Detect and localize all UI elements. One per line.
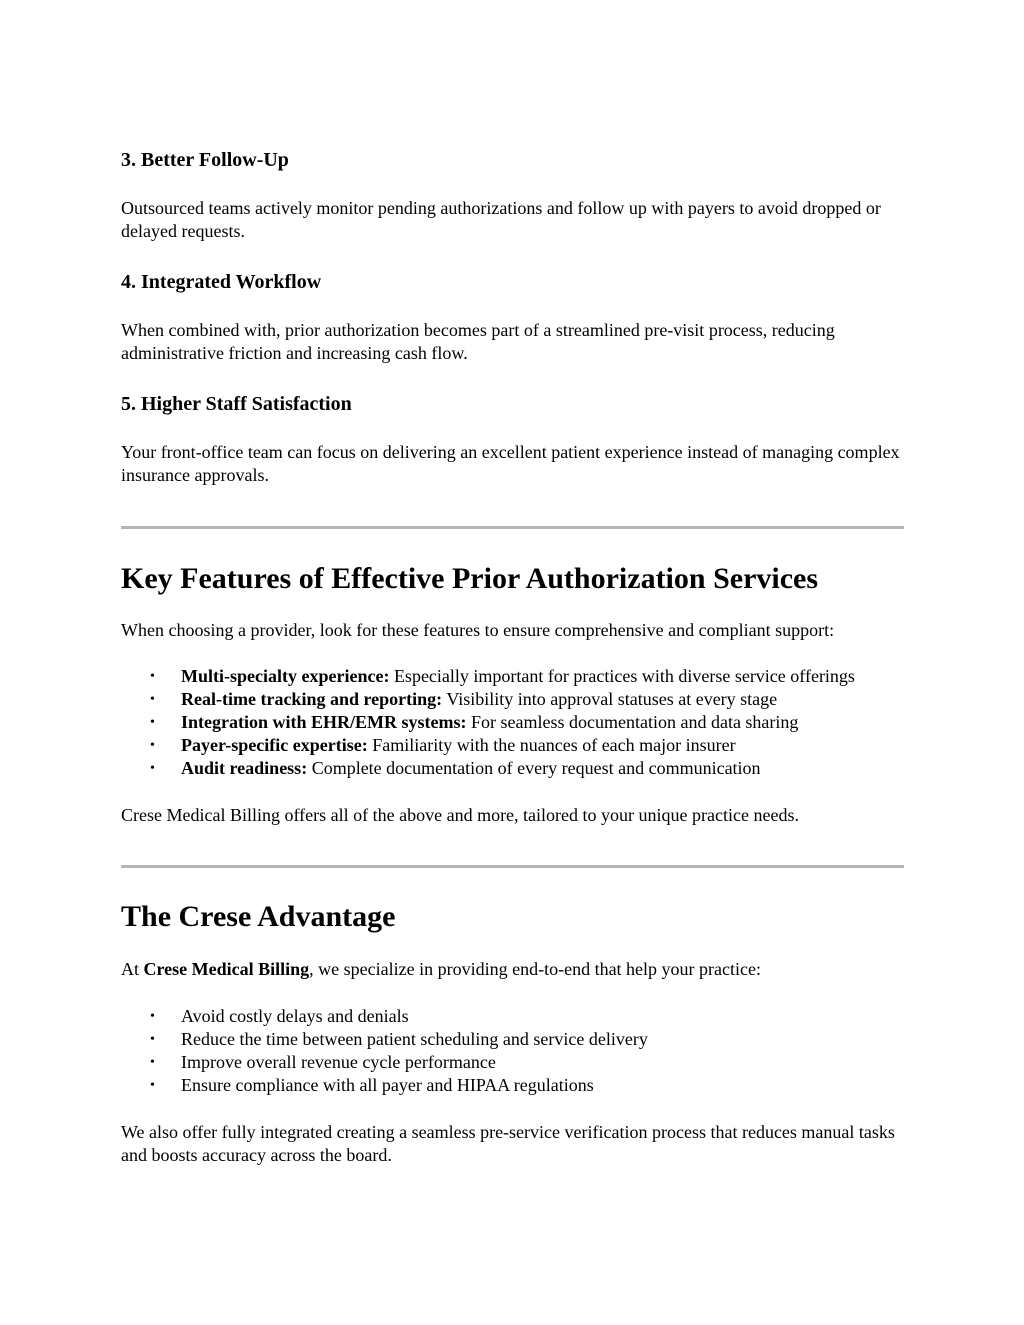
advantage-intro — [121, 958, 904, 981]
feature-desc: For seamless documentation and data sharing — [466, 712, 799, 732]
bullet-icon: • — [150, 1009, 155, 1024]
section-body-workflow: When combined with, prior authorization becomes part of a streamlined pre-visit process, reducing administrative friction and increasing cash flow. — [121, 320, 835, 363]
bullet-icon: • — [150, 761, 155, 776]
advantage-list — [121, 1005, 904, 1097]
bullet-icon: • — [150, 715, 155, 730]
advantage-intro-prefix: At — [121, 959, 144, 979]
features-list-item — [150, 711, 904, 734]
advantage-intro-suffix: , we specialize in providing end-to-end that help your practice: — [309, 959, 761, 979]
advantage-closing: We also offer fully integrated creating a seamless pre-service verification process that reduces manual tasks and boosts accuracy across the board. — [121, 1122, 895, 1165]
section-divider — [121, 865, 904, 868]
feature-desc: Complete documentation of every request and communication — [307, 758, 761, 778]
bullet-icon: • — [150, 738, 155, 753]
features-list-item — [150, 665, 904, 688]
advantage-list-item — [150, 1028, 904, 1051]
bullet-icon: • — [150, 692, 155, 707]
feature-term: Audit readiness: — [181, 758, 308, 778]
feature-desc: Visibility into approval statuses at every stage — [442, 689, 778, 709]
bullet-icon: • — [150, 1032, 155, 1047]
features-list-item — [150, 734, 904, 757]
features-list — [121, 665, 904, 780]
feature-term: Multi-specialty experience: — [181, 666, 390, 686]
feature-term: Real-time tracking and reporting: — [181, 689, 443, 709]
brand-name: Crese Medical Billing — [143, 959, 310, 979]
advantage-item-text: Improve overall revenue cycle performance — [181, 1052, 496, 1072]
features-title: Key Features of Effective Prior Authorization Services — [121, 562, 819, 595]
feature-term: Payer-specific expertise: — [181, 735, 368, 755]
bullet-icon: • — [150, 669, 155, 684]
features-closing: Crese Medical Billing offers all of the above and more, tailored to your unique practice needs. — [121, 805, 799, 825]
section-heading-staff: 5. Higher Staff Satisfaction — [121, 393, 352, 415]
features-list-item — [150, 688, 904, 711]
advantage-list-item — [150, 1074, 904, 1097]
section-body-staff: Your front-office team can focus on delivering an excellent patient experience instead of managing complex insurance approvals. — [121, 442, 900, 485]
section-body-follow-up: Outsourced teams actively monitor pending authorizations and follow up with payers to avoid dropped or delayed requests. — [121, 198, 881, 241]
feature-term: Integration with EHR/EMR systems: — [181, 712, 467, 732]
feature-desc: Familiarity with the nuances of each major insurer — [367, 735, 736, 755]
feature-desc: Especially important for practices with diverse service offerings — [389, 666, 855, 686]
advantage-item-text: Avoid costly delays and denials — [181, 1006, 409, 1026]
advantage-list-item — [150, 1051, 904, 1074]
features-intro: When choosing a provider, look for these features to ensure comprehensive and compliant support: — [121, 620, 835, 640]
section-heading-follow-up: 3. Better Follow-Up — [121, 149, 289, 171]
advantage-list-item — [150, 1005, 904, 1028]
bullet-icon: • — [150, 1078, 155, 1093]
section-divider — [121, 526, 904, 529]
advantage-title: The Crese Advantage — [121, 900, 396, 933]
bullet-icon: • — [150, 1055, 155, 1070]
advantage-item-text: Ensure compliance with all payer and HIPAA regulations — [181, 1075, 594, 1095]
features-list-item — [150, 757, 904, 780]
section-heading-workflow: 4. Integrated Workflow — [121, 271, 322, 293]
page-content — [121, 146, 904, 1167]
advantage-item-text: Reduce the time between patient scheduling and service delivery — [181, 1029, 648, 1049]
